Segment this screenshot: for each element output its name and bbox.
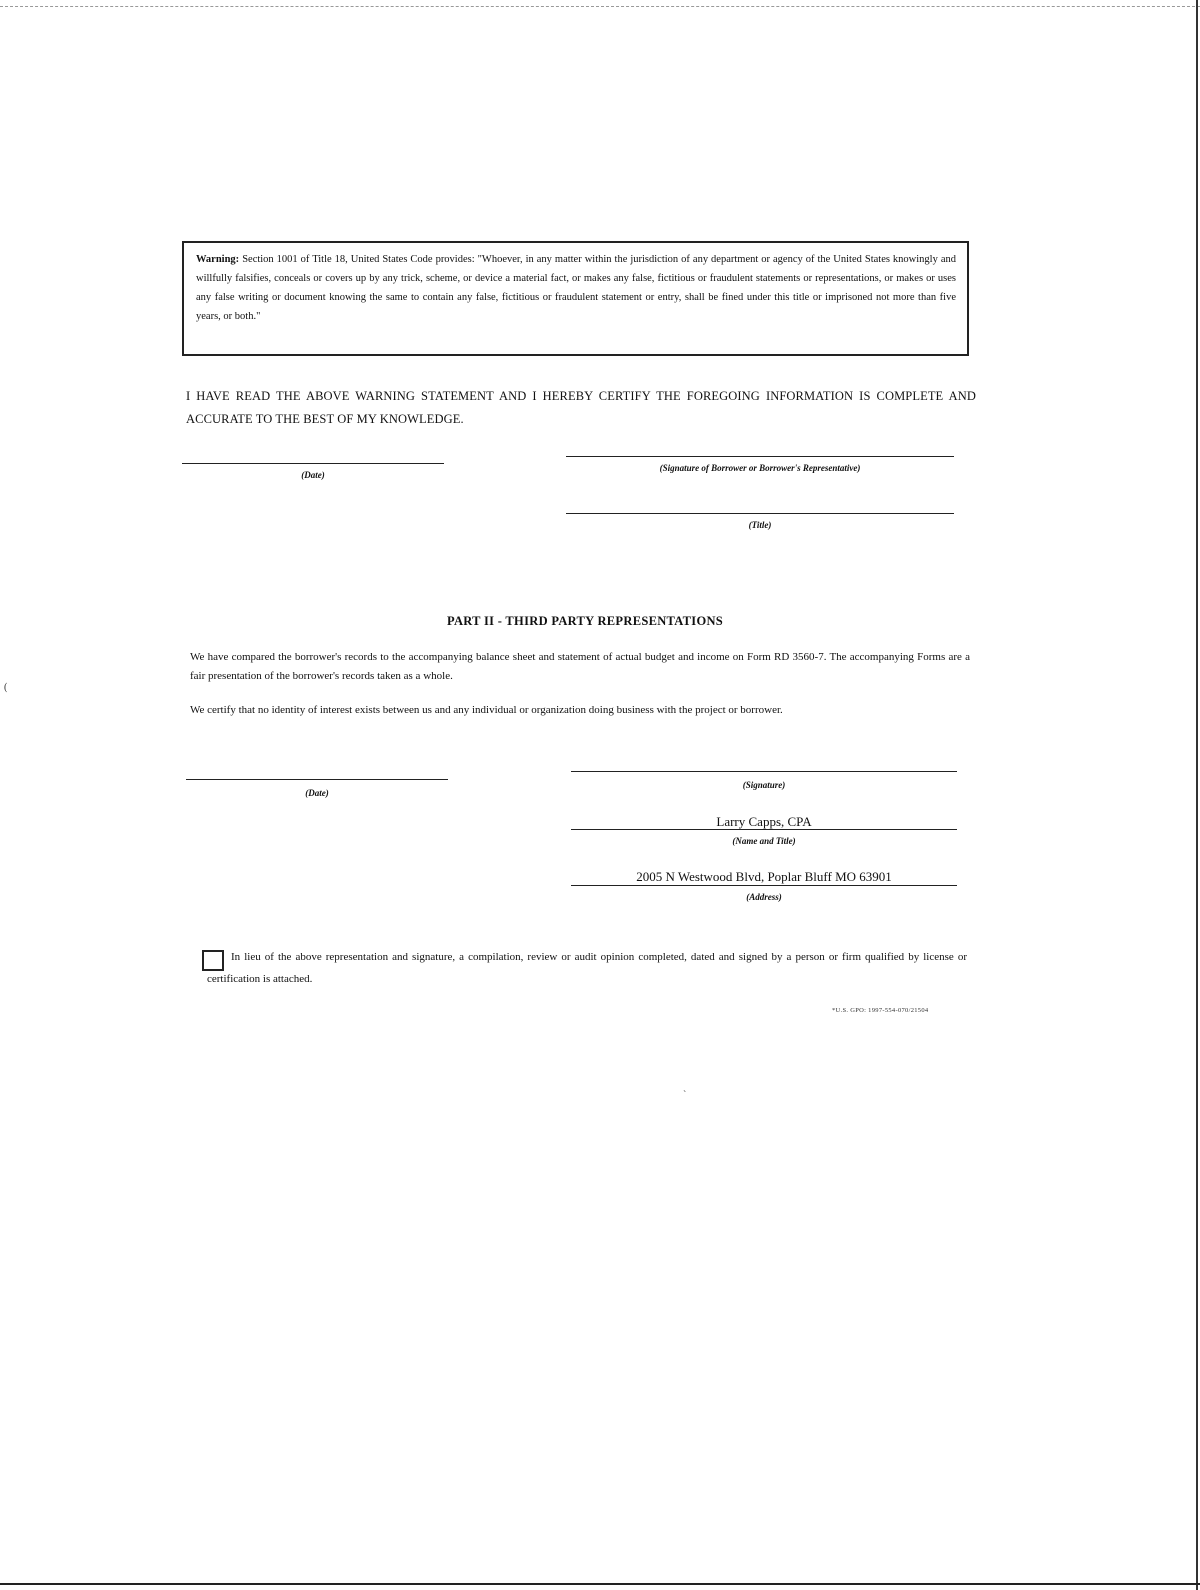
cpa-date-line[interactable] [186, 779, 448, 780]
cpa-address-line[interactable] [571, 885, 957, 886]
part2-title: PART II - THIRD PARTY REPRESENTATIONS [446, 614, 724, 628]
part2-paragraph-records: We have compared the borrower's records to the accompanying balance sheet and statement of actual budget and income on Form RD 3560-7. The accompanying Forms are a fair presentation of the borrower's records taken as a whole. [190, 651, 970, 682]
scan-bottom-edge [0, 1583, 1200, 1585]
cpa-signature-caption: (Signature) [742, 780, 786, 790]
cpa-name-value: Larry Capps, CPA [716, 814, 812, 829]
scan-speck-left: ( [4, 682, 8, 693]
borrower-date-line[interactable] [182, 463, 444, 464]
part2-paragraph-identity: We certify that no identity of interest exists between us and any individual or organization doing business with the project or borrower. [190, 704, 783, 716]
form-code: *U.S. GPO: 1997-554-070/21504 [832, 1007, 929, 1014]
cpa-address-value: 2005 N Westwood Blvd, Poplar Bluff MO 63901 [636, 869, 892, 884]
borrower-signature-line[interactable] [566, 456, 954, 457]
scan-speck-center: ` [683, 1090, 687, 1101]
borrower-title-line[interactable] [566, 513, 954, 514]
cpa-signature-line[interactable] [571, 771, 957, 772]
warning-label: Warning: [196, 254, 240, 265]
cpa-address-caption: (Address) [746, 892, 782, 902]
cpa-date-caption: (Date) [305, 788, 329, 798]
cpa-name-caption: (Name and Title) [732, 836, 796, 846]
cpa-name-line[interactable] [571, 829, 957, 830]
scan-top-edge [0, 6, 1200, 7]
scan-right-edge [1196, 0, 1198, 1590]
borrower-signature-caption: (Signature of Borrower or Borrower's Representative) [659, 463, 861, 473]
certification-statement: I HAVE READ THE ABOVE WARNING STATEMENT AND I HEREBY CERTIFY THE FOREGOING INFORMATION IS COMPLETE AND ACCURATE TO THE BEST OF MY KNOWLEDGE. [186, 389, 976, 426]
warning-box [182, 241, 969, 356]
borrower-date-caption: (Date) [301, 470, 325, 480]
warning-text: Section 1001 of Title 18, United States Code provides: "Whoever, in any matter within the jurisdiction of any department or agency of the United States knowingly and willfully falsifies, conceals or covers up by any trick, scheme, or device a material fact, or makes any false, fictitious or fraudulent statements or representations, or makes or uses any false writing or document knowing the same to contain any false, fictitious or fraudulent statement or entry, shall be fined under this title or imprisoned not more than five years, or both." [196, 254, 956, 322]
lieu-statement: In lieu of the above representation and signature, a compilation, review or audit opinion completed, dated and signed by a person or firm qualified by license or certification is attached. [207, 951, 967, 985]
lieu-checkbox[interactable] [202, 950, 224, 971]
borrower-title-caption: (Title) [748, 520, 772, 530]
